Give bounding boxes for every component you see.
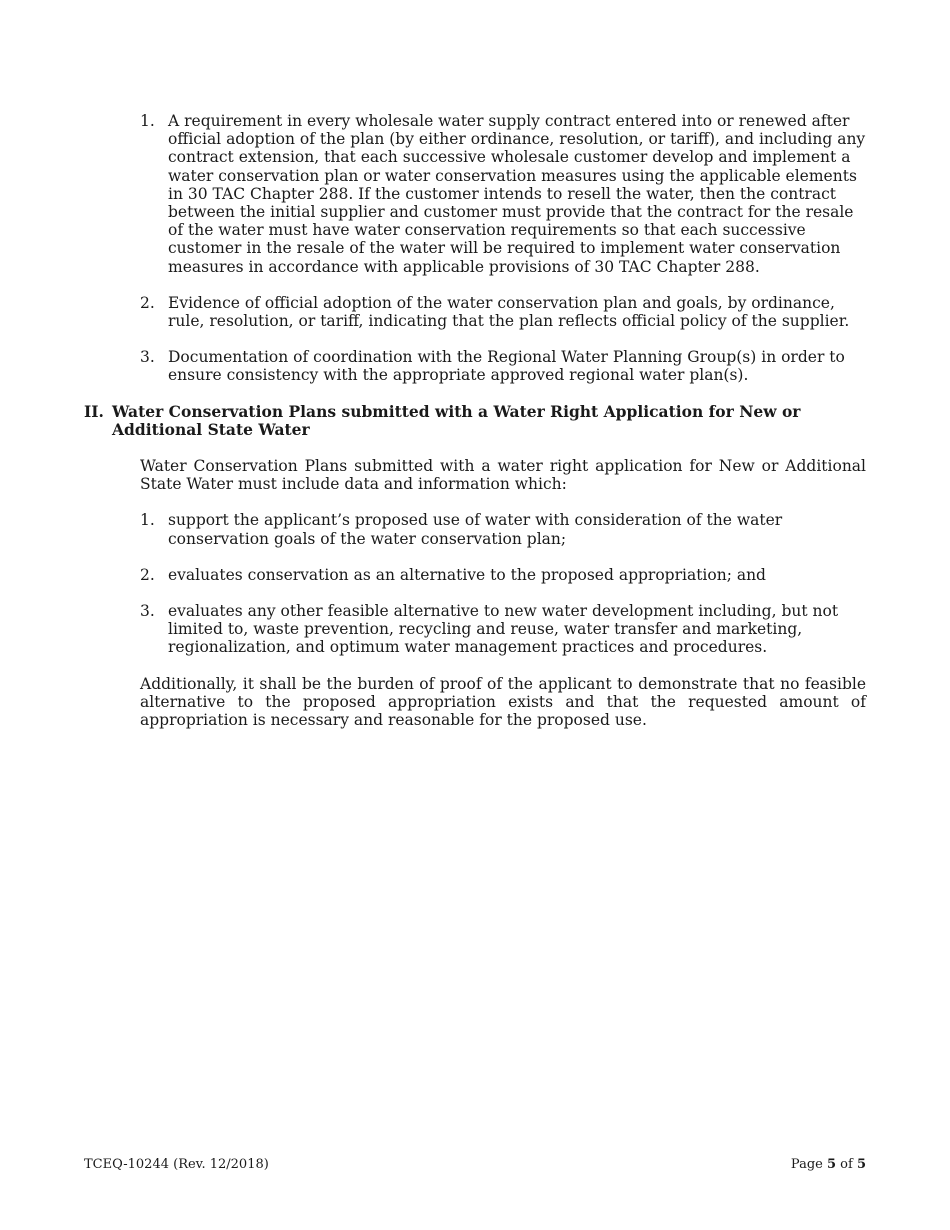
section-number: II. [84,401,104,421]
page-number [791,1157,866,1173]
section-heading [84,403,866,439]
list-item-number: 1. [140,511,155,530]
list-item [140,511,866,547]
page-total: 5 [856,1157,866,1172]
list-item [140,294,866,330]
page-of: of [840,1157,853,1172]
form-id: TCEQ-10244 (Rev. 12/2018) [84,1157,269,1172]
list-item-text: evaluates any other feasible alternative to new water development including, but not limited to, waste prevention, recycling and reuse, water transfer and marketing, regionalization, and optimum water management practices and procedures. [168,602,839,657]
page-word: Page [790,1157,823,1172]
list-item-text: support the applicant’s proposed use of water with consideration of the water conservation goals of the water conservation plan; [168,511,783,548]
list-item [140,348,866,384]
section-title: Water Conservation Plans submitted with a Water Right Application for New or Additional State Water [112,401,801,439]
list-item-text: Evidence of official adoption of the water conservation plan and goals, by ordinance, rule, resolution, or tariff, indicating that the plan reflects official policy of the supplier. [168,293,850,331]
page-current: 5 [826,1157,837,1172]
list-item-text: Documentation of coordination with the Regional Water Planning Group(s) in order to ensure consistency with the appropriate approved regional water plan(s). [168,348,845,385]
list-item-number: 1. [140,112,155,130]
page-footer [84,1157,866,1173]
list-item-number: 2. [140,565,155,584]
list-item-number: 3. [140,602,155,621]
page-content [84,112,866,747]
list-item-text: evaluates conservation as an alternative to the proposed appropriation; and [168,565,766,584]
list-item [140,602,866,657]
list-item-number: 3. [140,348,155,367]
application-data-list [84,511,866,656]
requirements-list [84,112,866,385]
section-intro: Water Conservation Plans submitted with a water right application for New or Additional State Water must include data and information which: [140,457,866,494]
list-item-text: A requirement in every wholesale water supply contract entered into or renewed after official adoption of the plan (by either ordinance, resolution, or tariff), and including any contract extension, that each successive wholesale customer develop and implement a water conservation plan or water conservation measures using the applicable elements in 30 TAC Chapter 288. If the customer intends to resell the water, then the contract between the initial supplier and customer must provide that the contract for the resale of the water must have water conservation requirements so that each successive customer in the resale of the water will be required to implement water conservation measures in accordance with applicable provisions of 30 TAC Chapter 288. [168,112,866,276]
closing-paragraph: Additionally, it shall be the burden of proof of the applicant to demonstrate that no feasible alternative to the proposed appropriation exists and that the requested amount of appropriation is necessary and reasonable for the proposed use. [140,674,866,730]
list-item [140,112,866,276]
list-item-number: 2. [140,293,155,312]
list-item [140,566,866,584]
